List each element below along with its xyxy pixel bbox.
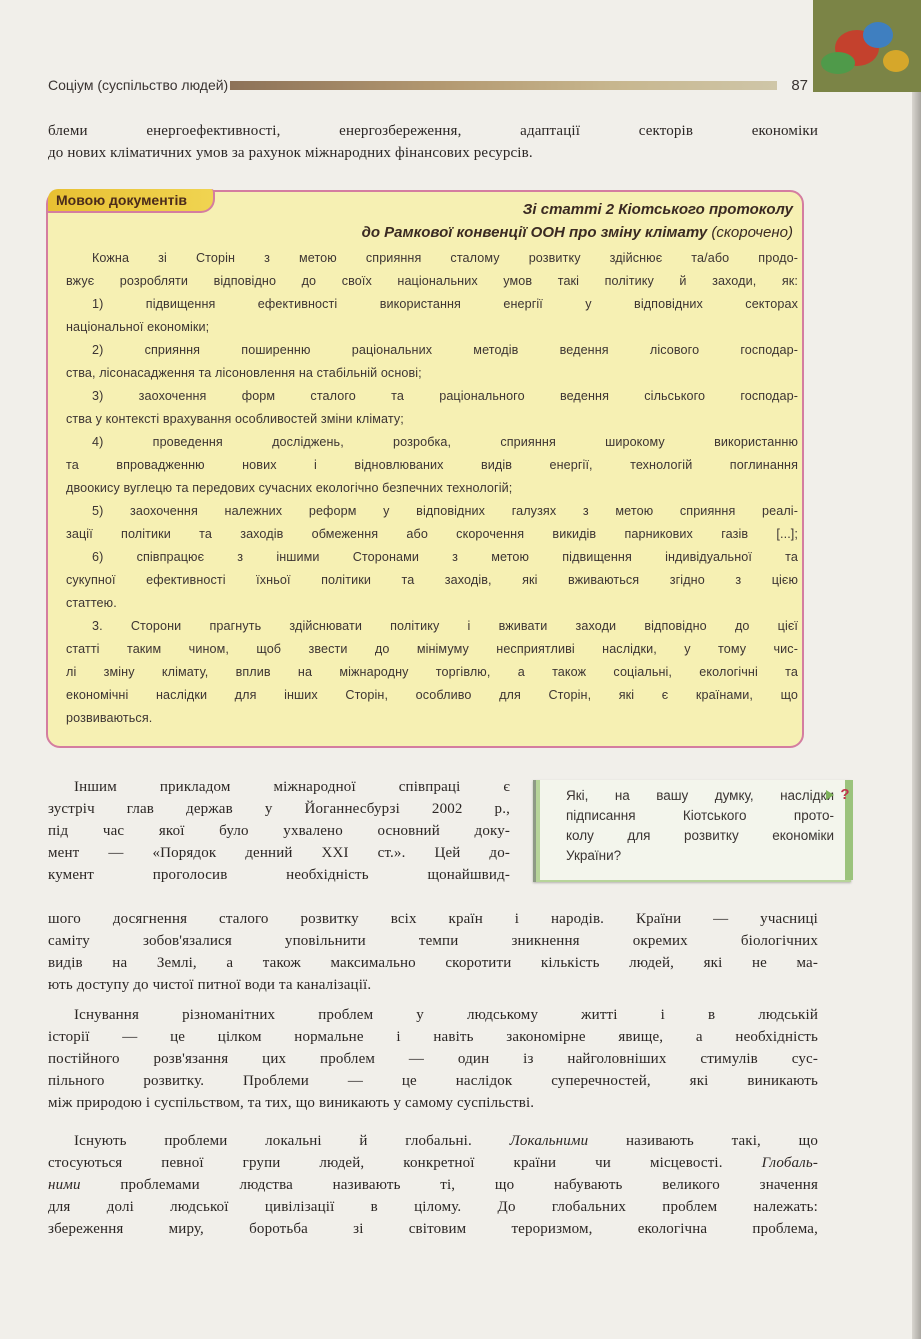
doc-line: 2) сприяння поширенню раціональних методів ведення лісового господар-	[92, 343, 798, 357]
text-line: кумент проголосив необхідність щонайшвид-	[48, 867, 510, 883]
text-line: блеми енергоефективності, енергозбереження, адаптації секторів економіки	[48, 123, 818, 139]
body-paragraph-2	[48, 1004, 818, 1114]
body-paragraph-1-start	[48, 776, 510, 886]
doc-line: економічні наслідки для інших Сторін, особливо для Сторін, які є країнами, що	[66, 688, 798, 702]
doc-line: вжує розробляти відповідно до своїх національних умов такі політику й заходи, як:	[66, 274, 798, 288]
doc-line: Кожна зі Сторін з метою сприяння сталому розвитку здійснює та/або продо-	[92, 251, 798, 265]
body-paragraph-3	[48, 1130, 818, 1240]
doc-line: зації політики та заходів обмеження або скорочення викидів парникових газів [...];	[66, 527, 798, 541]
text-line: між природою і суспільством, та тих, що виникають у самому суспільстві.	[48, 1095, 535, 1111]
text-line: ними проблемами людства називають ті, що набувають великого значення	[48, 1177, 818, 1193]
doc-line: 3) заохочення форм сталого та раціонального ведення сільського господар-	[92, 389, 798, 403]
text-line: пільного розвитку. Проблеми — це наслідок суперечностей, які виникають	[48, 1073, 818, 1089]
doc-line: двоокису вуглецю та передових сучасних екологічно безпечних технологій;	[66, 481, 513, 495]
doc-line: 3. Сторони прагнуть здійснювати політику і вживати заходи відповідно до цієї	[92, 619, 798, 633]
text-line: Існування різноманітних проблем у людському житті і в людській	[74, 1007, 818, 1023]
text-line: ють доступу до чистої питної води та каналізації.	[48, 977, 372, 993]
text-line: Існують проблеми локальні й глобальні. Локальними називають такі, що	[74, 1133, 818, 1149]
document-heading-note: (скорочено)	[711, 224, 793, 241]
doc-line: розвиваються.	[66, 711, 153, 725]
question-arrow-icon	[826, 790, 834, 800]
doc-line: та впровадженню нових і відновлюваних видів енергії, технологій поглинання	[66, 458, 798, 472]
text-line: під час якої було ухвалено основний доку-	[48, 823, 510, 839]
intro-paragraph	[48, 120, 818, 164]
doc-line: 4) проведення досліджень, розробка, сприяння широкому використанню	[92, 435, 798, 449]
doc-line: національної економіки;	[66, 320, 210, 334]
question-line: підписання Кіотського прото-	[566, 808, 834, 823]
text-line: шого досягнення сталого розвитку всіх країн і народів. Країни — учасниці	[48, 911, 818, 927]
text-line: саміту зобов'язалися уповільнити темпи зникнення окремих біологічних	[48, 933, 818, 949]
page-edge	[912, 0, 921, 1339]
corner-illustration	[813, 0, 921, 92]
question-mark-icon: ?	[840, 786, 850, 803]
body-paragraph-1-end	[48, 908, 818, 996]
document-text	[66, 247, 798, 730]
doc-line: статті таким чином, щоб звести до мінімуму несприятливі наслідки, у тому чис-	[66, 642, 798, 656]
doc-line: 1) підвищення ефективності використання енергії у відповідних секторах	[92, 297, 798, 311]
doc-line: ства у контексті врахування особливостей зміни клімату;	[66, 412, 404, 426]
document-heading-line2: до Рамкової конвенції ООН про зміну клімату (скорочено)	[361, 224, 793, 241]
question-line: Які, на вашу думку, наслідки	[566, 788, 834, 803]
question-line: колу для розвитку економіки	[566, 828, 834, 843]
page-number: 87	[791, 76, 808, 94]
doc-line: статтею.	[66, 596, 117, 610]
document-heading-line1: Зі статті 2 Кіотського протоколу	[522, 201, 793, 218]
term-local: Локальними	[509, 1133, 589, 1149]
question-text	[566, 786, 834, 866]
running-header	[48, 74, 808, 96]
doc-line: 5) заохочення належних реформ у відповідних галузях з метою сприяння реалі-	[92, 504, 798, 518]
doc-line: сукупної ефективності їхньої політики та заходів, які вживаються згідно з цією	[66, 573, 798, 587]
text-line: збереження миру, боротьба зі світовим тероризмом, екологічна проблема,	[48, 1221, 818, 1237]
header-decor-bar	[230, 81, 777, 90]
question-line: України?	[566, 848, 622, 863]
text-line: видів на Землі, а також максимально скоротити кількість людей, які не ма-	[48, 955, 818, 971]
doc-line: лі зміну клімату, вплив на міжнародну торгівлю, а також соціальні, екологічні та	[66, 665, 798, 679]
text-line: до нових кліматичних умов за рахунок міжнародних фінансових ресурсів.	[48, 145, 533, 161]
document-tag: Мовою документів	[48, 189, 215, 213]
text-line: історії — це цілком нормальне і навіть закономірне явище, а необхідність	[48, 1029, 818, 1045]
text-line: стосуються певної групи людей, конкретної країни чи місцевості. Глобаль-	[48, 1155, 818, 1171]
text-line: мент — «Порядок денний XXI ст.». Цей до-	[48, 845, 510, 861]
term-global: Глобаль-	[761, 1155, 818, 1171]
doc-line: 6) співпрацює з іншими Сторонами з метою підвищення індивідуальної та	[92, 550, 798, 564]
doc-line: ства, лісонасадження та лісоновлення на стабільній основі;	[66, 366, 422, 380]
text-line: постійного розв'язання цих проблем — один із найголовніших стимулів сус-	[48, 1051, 818, 1067]
chapter-title: Соціум (суспільство людей)	[48, 77, 229, 93]
text-line: для долі людської цивілізації в цілому. До глобальних проблем належать:	[48, 1199, 818, 1215]
text-line: Іншим прикладом міжнародної співпраці є	[74, 779, 510, 795]
text-line: зустріч глав держав у Йоганнесбурзі 2002 р.,	[48, 801, 510, 817]
